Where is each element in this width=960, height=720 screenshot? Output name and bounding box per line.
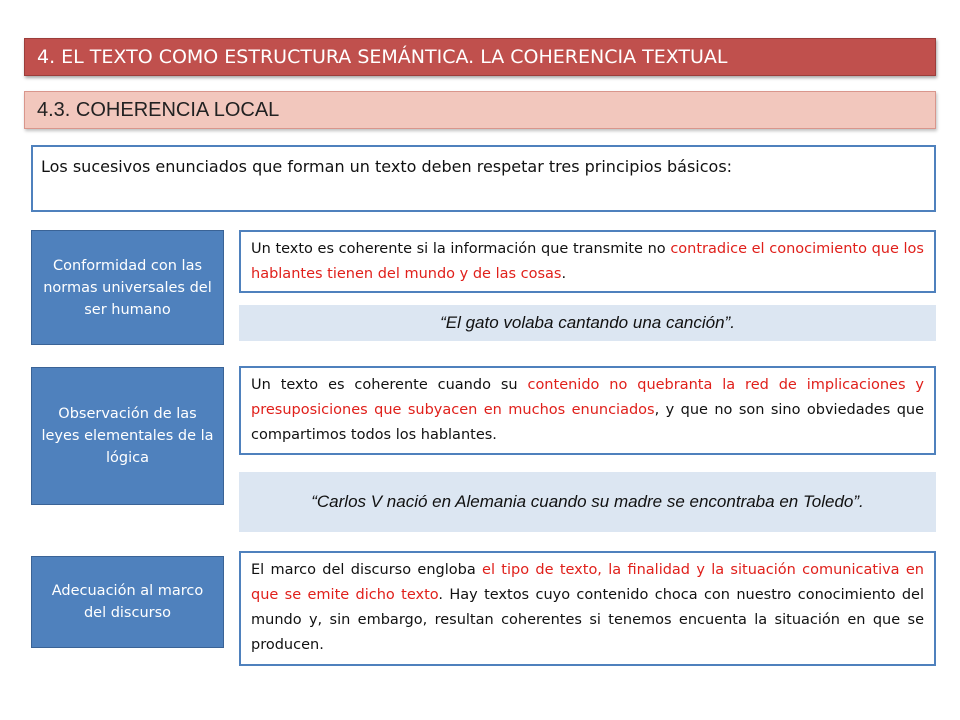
section-title: 4. EL TEXTO COMO ESTRUCTURA SEMÁNTICA. LA COHERENCIA TEXTUAL (24, 38, 936, 76)
principle-label-marco (31, 556, 224, 648)
example-box-logica (239, 472, 936, 532)
principle-text-plain: . (561, 266, 567, 282)
example-box-conformidad (239, 305, 936, 341)
principle-text-plain: . Hay textos cuyo contenido choca con nuestro conocimiento del mundo y, sin embargo, resultan coherentes si tenemos encuenta la situación en que se producen. (251, 587, 924, 653)
principle-text-highlight: el tipo de texto, la finalidad y la situación comunicativa en que se emite dicho texto (251, 562, 924, 603)
principle-text-logica (239, 366, 936, 455)
principle-text-conformidad (239, 230, 936, 293)
principle-text-highlight: contradice el conocimiento que los hablantes tienen del mundo y de las cosas (251, 241, 924, 282)
subsection-title: 4.3. COHERENCIA LOCAL (24, 91, 936, 129)
principle-label-text: Conformidad con las normas universales del ser humano (43, 257, 212, 318)
example-text: “El gato volaba cantando una canción”. (440, 313, 735, 332)
principle-text-plain: Un texto es coherente cuando su (251, 377, 528, 393)
principle-label-logica (31, 367, 224, 505)
principle-text-highlight: contenido no quebranta la red de implicaciones y presuposiciones que subyacen en muchos enunciados (251, 377, 924, 418)
principle-text-plain: El marco del discurso engloba (251, 562, 483, 578)
principle-text-plain: , y que no son sino obviedades que compartimos todos los hablantes. (251, 402, 925, 443)
principle-text-marco (239, 551, 936, 666)
intro-text: Los sucesivos enunciados que forman un texto deben respetar tres principios básicos: (41, 157, 733, 176)
principle-label-conformidad (31, 230, 224, 345)
principle-text-plain: Un texto es coherente si la información que transmite no (251, 241, 671, 257)
principle-label-text: Observación de las leyes elementales de la lógica (41, 406, 214, 466)
example-text: “Carlos V nació en Alemania cuando su madre se encontraba en Toledo”. (311, 492, 864, 511)
principle-label-text: Adecuación al marco del discurso (51, 583, 204, 621)
intro-box (31, 145, 936, 212)
